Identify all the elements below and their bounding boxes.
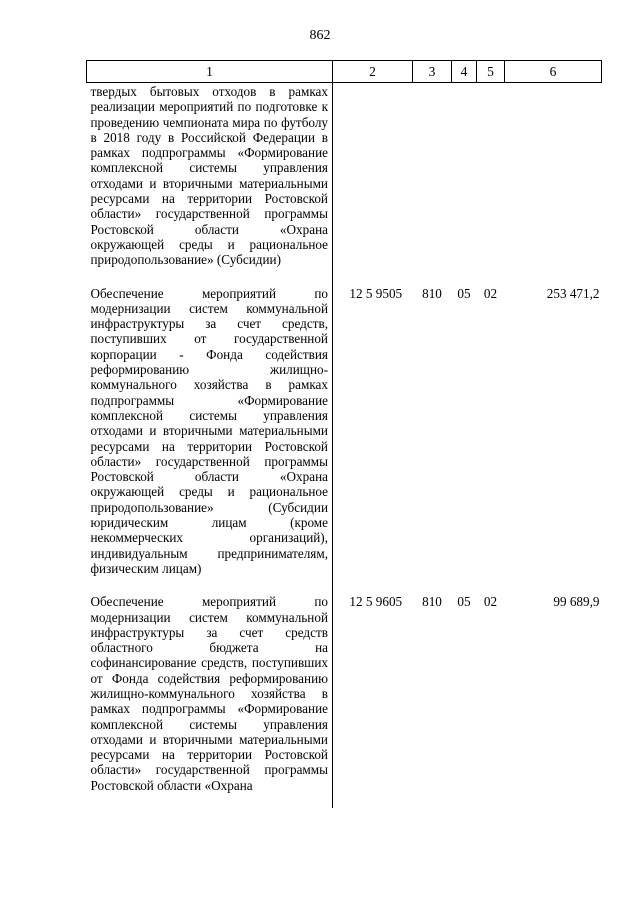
row-subsection	[477, 83, 505, 283]
row-section	[452, 83, 477, 283]
table-body	[87, 83, 602, 809]
row-description: Обеспечение мероприятий по модернизации систем коммунальной инфраструктуры за счет средств, поступивших от государственной корпорации - Фонда содействия реформированию жилищно-коммунального хозяйства в рамках подпрограммы «Формирование комплексной системы управления отходами и вторичными материальными ресурсами на территории Ростовской области» государственной программы Ростовской области «Охрана окружающей среды и рациональное природопользование» (Субсидии юридическим лицам (кроме некоммерческих организаций), индивидуальным предпринимателям, физическим лицам)	[87, 283, 333, 592]
header-col-5: 5	[477, 61, 505, 83]
header-col-3: 3	[413, 61, 452, 83]
row-expense-type: 810	[422, 594, 442, 610]
header-col-6: 6	[505, 61, 602, 83]
row-amount: 99 689,9	[553, 594, 600, 610]
header-col-4: 4	[452, 61, 477, 83]
row-target-code	[333, 83, 413, 283]
table-row	[87, 283, 602, 592]
table-row	[87, 83, 602, 283]
page-number: 862	[309, 28, 331, 43]
row-target-code: 12 5 9605	[349, 594, 403, 610]
row-section: 05	[457, 285, 471, 301]
row-expense-type	[413, 83, 452, 283]
row-description: Обеспечение мероприятий по модернизации систем коммунальной инфраструктуры за счет средств областного бюджета на софинансирование средств, поступивших от Фонда содействия реформированию жилищно-коммунального хозяйства в рамках подпрограммы «Формирование комплексной системы управления отходами и вторичными материальными ресурсами на территории Ростовской области» государственной программы Ростовской области «Охрана	[87, 591, 333, 808]
row-subsection: 02	[483, 285, 498, 301]
row-description: твердых бытовых отходов в рамках реализации мероприятий по подготовке к проведению чемпионата мира по футболу в 2018 году в Российской Федерации в рамках подпрограммы «Формирование комплексной системы управления отходами и вторичными материальными ресурсами на территории Ростовской области» государственной программы Ростовской области «Охрана окружающей среды и рациональное природопользование» (Субсидии)	[87, 83, 333, 283]
header-col-2: 2	[333, 61, 413, 83]
row-expense-type: 810	[422, 285, 442, 301]
table-header	[87, 61, 602, 83]
row-amount	[505, 83, 602, 283]
row-subsection: 02	[483, 594, 498, 610]
table-row	[87, 591, 602, 808]
budget-table	[86, 60, 602, 808]
row-section: 05	[457, 594, 471, 610]
header-col-1: 1	[87, 61, 333, 83]
row-target-code: 12 5 9505	[349, 285, 403, 301]
header-row	[87, 61, 602, 83]
row-amount: 253 471,2	[546, 285, 600, 301]
